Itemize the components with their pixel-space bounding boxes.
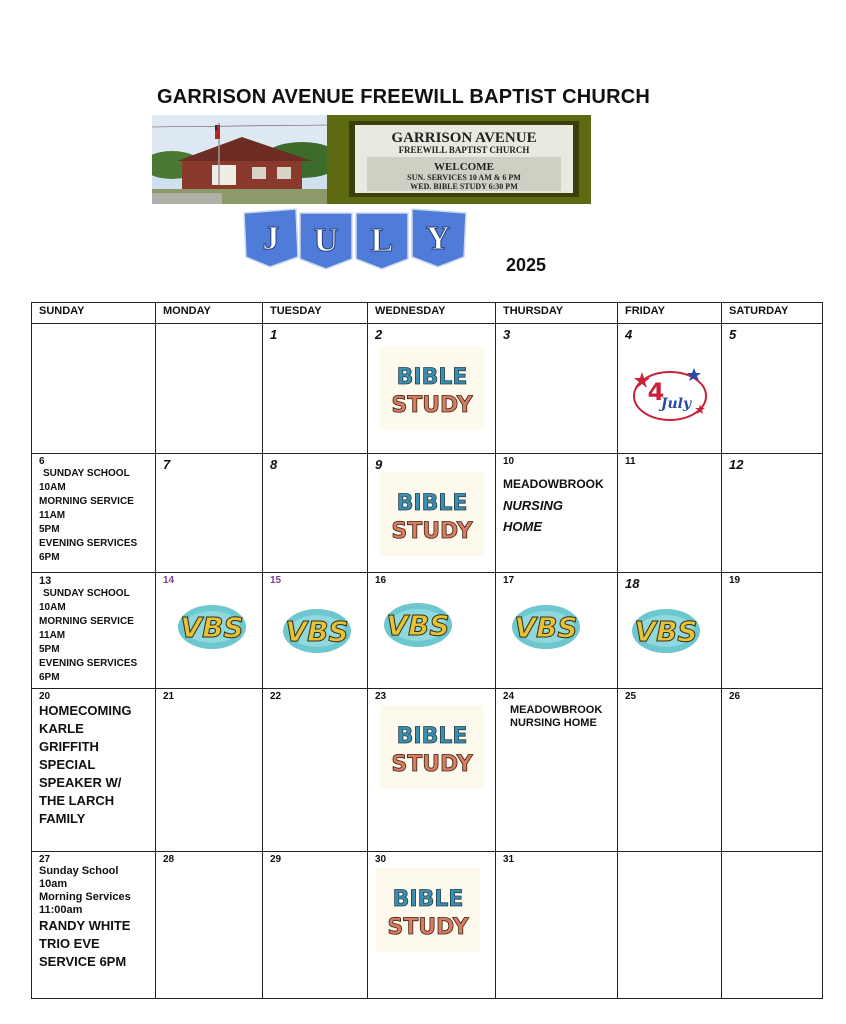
day-cell-12	[722, 454, 823, 573]
day-number: 18	[625, 576, 640, 591]
svg-text:BIBLE: BIBLE	[392, 887, 464, 912]
day-number: 17	[503, 575, 515, 586]
vbs-art	[279, 599, 355, 659]
day-cell-empty	[618, 852, 722, 999]
weekday-saturday: SATURDAY	[722, 303, 823, 324]
day-cell-20	[32, 689, 156, 852]
day-cell-17	[496, 573, 618, 689]
day-number: 15	[270, 575, 282, 586]
vbs-art	[380, 593, 456, 653]
event-sunday-school: SUNDAY SCHOOL	[43, 588, 130, 599]
day-cell-3	[496, 324, 618, 454]
day-number: 12	[729, 457, 744, 472]
day-cell-30	[368, 852, 496, 999]
day-number: 24	[503, 691, 515, 702]
event-sunday-schedule: Sunday School 10am Morning Services 11:00am	[39, 865, 131, 916]
svg-text:VBS: VBS	[386, 609, 450, 642]
day-cell-2	[368, 324, 496, 454]
vbs-art	[508, 595, 584, 655]
event-meadowbrook: MEADOWBROOK	[503, 477, 604, 491]
day-cell-10	[496, 454, 618, 573]
day-number: 19	[729, 575, 741, 586]
svg-text:STUDY: STUDY	[391, 752, 473, 777]
weekday-thursday: THURSDAY	[496, 303, 618, 324]
week-row-4	[32, 689, 823, 852]
day-cell-21	[156, 689, 263, 852]
bible-study-art	[380, 346, 484, 430]
svg-text:STUDY: STUDY	[387, 915, 469, 940]
svg-text:BIBLE: BIBLE	[396, 365, 468, 390]
weekday-monday: MONDAY	[156, 303, 263, 324]
fourth-of-july-art	[628, 358, 712, 428]
day-number: 21	[163, 691, 175, 702]
day-number: 23	[375, 691, 387, 702]
day-cell-7	[156, 454, 263, 573]
sign-line-4: SUN. SERVICES 10 AM & 6 PM	[407, 173, 521, 182]
sign-line-1: GARRISON AVENUE	[391, 130, 537, 146]
week-row-5	[32, 852, 823, 999]
day-cell-6	[32, 454, 156, 573]
church-title: GARRISON AVENUE FREEWILL BAPTIST CHURCH	[157, 86, 650, 108]
weekday-tuesday: TUESDAY	[263, 303, 368, 324]
day-number: 30	[375, 854, 387, 865]
day-cell-14	[156, 573, 263, 689]
day-cell-4	[618, 324, 722, 454]
day-cell-28	[156, 852, 263, 999]
july-banner	[240, 207, 472, 271]
day-number: 8	[270, 457, 278, 472]
day-number: 22	[270, 691, 282, 702]
day-cell-23	[368, 689, 496, 852]
day-number: 20	[39, 691, 51, 702]
day-cell-9	[368, 454, 496, 573]
day-number: 29	[270, 854, 282, 865]
vbs-art	[628, 599, 704, 659]
svg-text:4: 4	[647, 378, 665, 406]
bible-study-art	[380, 705, 484, 789]
event-nursing-home: NURSING HOME	[503, 498, 563, 534]
day-cell-empty	[32, 324, 156, 454]
day-number: 16	[375, 575, 387, 586]
day-number: 31	[503, 854, 515, 865]
event-meadowbrook-nursing-home: MEADOWBROOK NURSING HOME	[510, 704, 603, 729]
day-cell-8	[263, 454, 368, 573]
banner-letter-u: U	[313, 222, 339, 259]
day-number: 4	[625, 327, 633, 342]
day-number: 25	[625, 691, 637, 702]
svg-text:STUDY: STUDY	[391, 393, 473, 418]
day-number: 10	[503, 456, 515, 467]
day-cell-25	[618, 689, 722, 852]
day-cell-27	[32, 852, 156, 999]
church-photo	[152, 115, 328, 204]
weekday-wednesday: WEDNESDAY	[368, 303, 496, 324]
svg-text:BIBLE: BIBLE	[396, 491, 468, 516]
event-randy-white-trio: RANDY WHITE TRIO EVE SERVICE 6PM	[39, 918, 131, 969]
day-cell-13	[32, 573, 156, 689]
svg-text:July: July	[660, 396, 692, 412]
event-sunday-school: SUNDAY SCHOOL	[43, 468, 130, 479]
weekday-header-row	[32, 303, 823, 324]
day-number: 26	[729, 691, 741, 702]
day-cell-22	[263, 689, 368, 852]
day-number: 6	[39, 456, 45, 467]
day-number: 9	[375, 457, 383, 472]
event-homecoming: HOMECOMING KARLE GRIFFITH SPECIAL SPEAKER W/ THE LARCH FAMILY	[39, 703, 132, 826]
day-cell-11	[618, 454, 722, 573]
day-cell-5	[722, 324, 823, 454]
day-number: 2	[375, 327, 383, 342]
svg-text:VBS: VBS	[634, 615, 698, 648]
day-number: 27	[39, 854, 51, 865]
banner-letter-y: Y	[425, 220, 451, 257]
day-cell-15	[263, 573, 368, 689]
day-number: 5	[729, 327, 737, 342]
day-number: 11	[625, 456, 636, 467]
banner-letter-l: L	[370, 222, 394, 259]
weekday-sunday: SUNDAY	[32, 303, 156, 324]
day-cell-empty	[722, 852, 823, 999]
church-sign-photo	[327, 115, 591, 204]
vbs-art	[174, 595, 250, 655]
day-number: 28	[163, 854, 175, 865]
event-service-times: 10AM MORNING SERVICE 11AM 5PM EVENING SERVICES 6PM	[39, 482, 138, 563]
event-service-times: 10AM MORNING SERVICE 11AM 5PM EVENING SERVICES 6PM	[39, 602, 138, 683]
sign-line-5: WED. BIBLE STUDY 6:30 PM	[410, 182, 518, 191]
day-cell-1	[263, 324, 368, 454]
sign-line-2: FREEWILL BAPTIST CHURCH	[398, 145, 530, 155]
day-cell-empty	[156, 324, 263, 454]
svg-text:VBS: VBS	[180, 611, 244, 644]
day-number: 1	[270, 327, 278, 342]
sign-line-3: WELCOME	[434, 161, 494, 173]
day-number: 13	[39, 575, 52, 587]
day-number: 7	[163, 457, 171, 472]
calendar-year: 2025	[506, 255, 547, 275]
week-row-1	[32, 324, 823, 454]
day-cell-29	[263, 852, 368, 999]
svg-text:BIBLE: BIBLE	[396, 724, 468, 749]
bible-study-art	[376, 868, 480, 952]
day-number: 14	[163, 575, 175, 586]
day-cell-31	[496, 852, 618, 999]
day-cell-19	[722, 573, 823, 689]
day-cell-26	[722, 689, 823, 852]
bible-study-art	[380, 472, 484, 556]
week-row-3	[32, 573, 823, 689]
day-cell-24	[496, 689, 618, 852]
calendar-grid	[31, 302, 823, 999]
day-number: 3	[503, 327, 511, 342]
banner-letter-j: J	[262, 220, 280, 257]
svg-text:VBS: VBS	[514, 611, 578, 644]
weekday-friday: FRIDAY	[618, 303, 722, 324]
day-cell-16	[368, 573, 496, 689]
day-cell-18	[618, 573, 722, 689]
svg-text:STUDY: STUDY	[391, 519, 473, 544]
week-row-2	[32, 454, 823, 573]
svg-text:VBS: VBS	[285, 615, 349, 648]
